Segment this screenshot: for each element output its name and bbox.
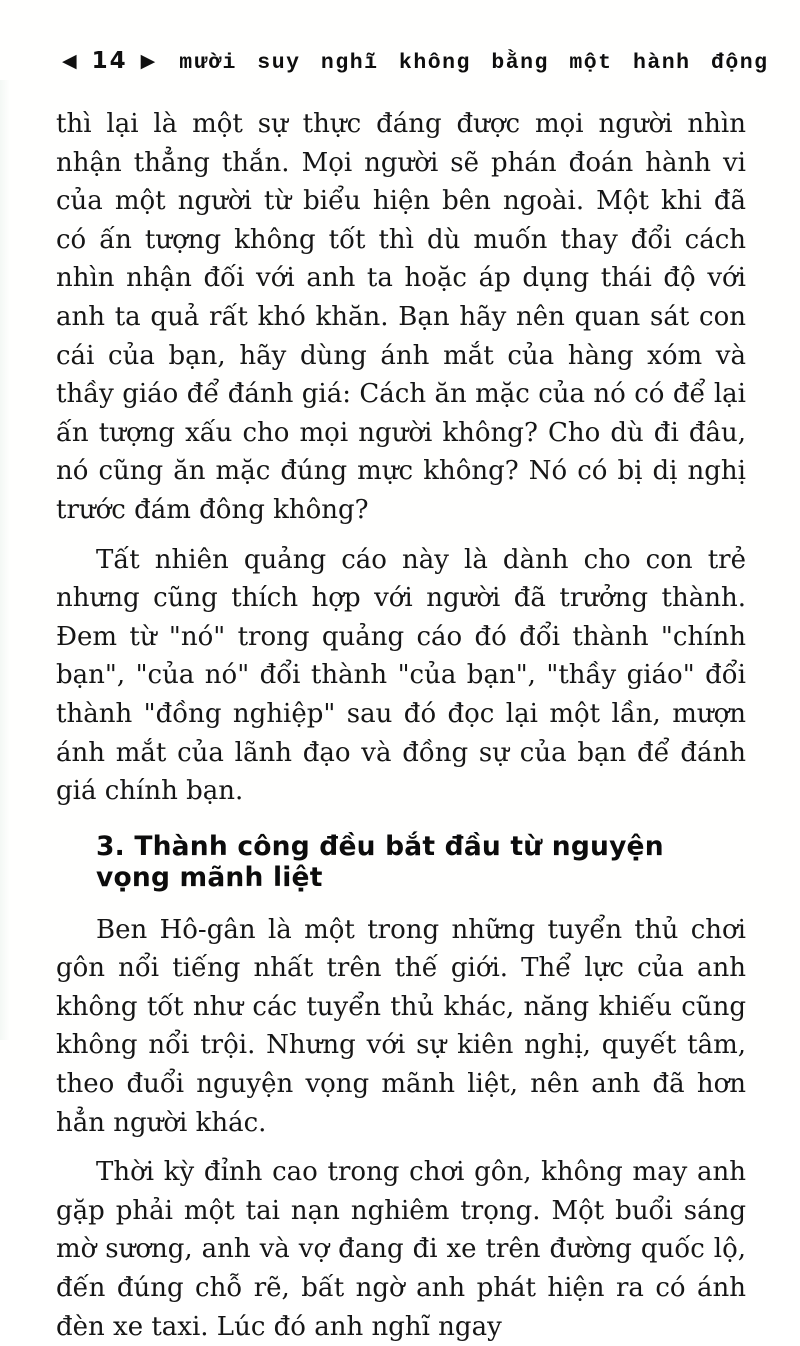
page-header (0, 0, 800, 75)
running-title: mười suy nghĩ không bằng một hành động (179, 51, 769, 75)
page-number-marker (62, 48, 157, 74)
right-triangle-icon: ▶ (140, 50, 158, 72)
paragraph: Thời kỳ đỉnh cao trong chơi gôn, không may anh gặp phải một tai nạn nghiêm trọng. Một buổi sáng mờ sương, anh và vợ đang đi xe trên đường quốc lộ, đến đúng chỗ rẽ, bất ngờ anh phát hiện ra có ánh đèn xe taxi. Lúc đó anh nghĩ ngay (56, 1157, 746, 1342)
paragraph: Tất nhiên quảng cáo này là dành cho con trẻ nhưng cũng thích hợp với người đã trưởng thành. Đem từ "nó" trong quảng cáo đó đổi thành "chính bạn", "của nó" đổi thành "của bạn", "thầy giáo" đổi thành "đồng nghiệp" sau đó đọc lại một lần, mượn ánh mắt của lãnh đạo và đồng sự của bạn để đánh giá chính bạn. (56, 544, 746, 807)
page-body (0, 75, 800, 1346)
paragraph: thì lại là một sự thực đáng được mọi người nhìn nhận thẳng thắn. Mọi người sẽ phán đoán hành vi của một người từ biểu hiện bên ngoài. Một khi đã có ấn tượng không tốt thì dù muốn thay đổi cách nhìn nhận đối với anh ta hoặc áp dụng thái độ với anh ta quả rất khó khăn. Bạn hãy nên quan sát con cái của bạn, hãy dùng ánh mắt của hàng xóm và thầy giáo để đánh giá: Cách ăn mặc của nó có để lại ấn tượng xấu cho mọi người không? Cho dù đi đâu, nó cũng ăn mặc đúng mực không? Nó có bị dị nghị trước đám đông không? (56, 109, 746, 525)
left-triangle-icon: ◀ (62, 50, 79, 72)
section-heading: 3. Thành công đều bắt đầu từ nguyện vọng mãnh liệt (96, 830, 664, 893)
paragraph: Ben Hô-gân là một trong những tuyển thủ chơi gôn nổi tiếng nhất trên thế giới. Thể lực của anh không tốt như các tuyển thủ khác, năng khiếu cũng không nổi trội. Nhưng với sự kiên nghị, quyết tâm, theo đuổi nguyện vọng mãnh liệt, nên anh đã hơn hẳn người khác. (56, 914, 746, 1138)
page-number: 14 (91, 48, 128, 74)
